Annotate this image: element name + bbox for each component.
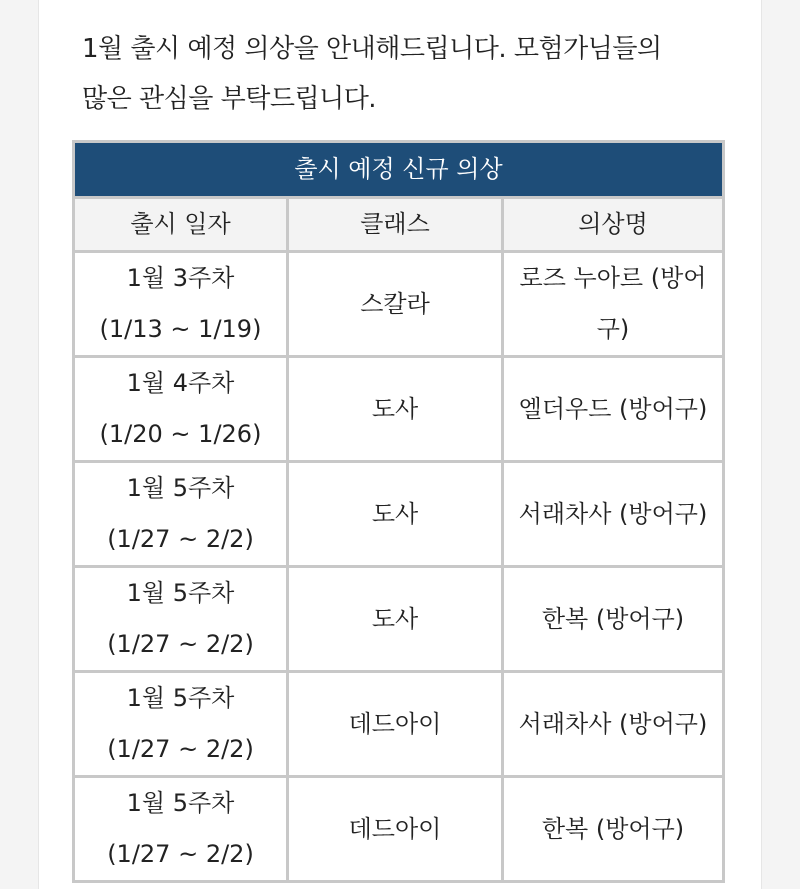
class-cell: 데드아이 — [288, 672, 503, 777]
table-title-row — [74, 142, 724, 198]
table-header-row — [74, 198, 724, 252]
release-range: (1/13 ~ 1/19) — [99, 315, 262, 343]
costume-name-cell: 한복 (방어구) — [503, 567, 724, 672]
costume-name-cell: 한복 (방어구) — [503, 777, 724, 882]
release-date-cell — [74, 357, 288, 462]
release-range: (1/27 ~ 2/2) — [107, 525, 254, 553]
intro-line-2: 많은 관심을 부탁드립니다. — [82, 84, 377, 114]
release-range: (1/27 ~ 2/2) — [107, 630, 254, 658]
costume-name-cell: 로즈 누아르 (방어구) — [503, 252, 724, 357]
class-cell: 스칼라 — [288, 252, 503, 357]
costume-release-table — [72, 140, 725, 883]
header-release-date: 출시 일자 — [74, 198, 288, 252]
release-week: 1월 5주차 — [126, 474, 235, 502]
class-cell: 도사 — [288, 567, 503, 672]
header-class: 클래스 — [288, 198, 503, 252]
table-title: 출시 예정 신규 의상 — [74, 142, 724, 198]
release-date-cell — [74, 252, 288, 357]
release-week: 1월 5주차 — [126, 789, 235, 817]
release-range: (1/27 ~ 2/2) — [107, 840, 254, 868]
class-cell: 도사 — [288, 357, 503, 462]
costume-name-cell: 엘더우드 (방어구) — [503, 357, 724, 462]
table-row — [74, 777, 724, 882]
intro-line-1: 1월 출시 예정 의상을 안내해드립니다. 모험가님들의 — [82, 34, 662, 64]
release-range: (1/27 ~ 2/2) — [107, 735, 254, 763]
table-row — [74, 672, 724, 777]
table-row — [74, 357, 724, 462]
release-week: 1월 5주차 — [126, 579, 235, 607]
release-date-cell — [74, 462, 288, 567]
release-week: 1월 3주차 — [126, 264, 235, 292]
table-row — [74, 567, 724, 672]
release-date-cell — [74, 777, 288, 882]
class-cell: 데드아이 — [288, 777, 503, 882]
header-costume-name: 의상명 — [503, 198, 724, 252]
class-cell: 도사 — [288, 462, 503, 567]
table-row — [74, 462, 724, 567]
intro-paragraph — [82, 24, 732, 124]
costume-name-cell: 서래차사 (방어구) — [503, 462, 724, 567]
release-week: 1월 5주차 — [126, 684, 235, 712]
release-date-cell — [74, 672, 288, 777]
release-date-cell — [74, 567, 288, 672]
table-row — [74, 252, 724, 357]
costume-name-cell: 서래차사 (방어구) — [503, 672, 724, 777]
release-range: (1/20 ~ 1/26) — [99, 420, 262, 448]
release-week: 1월 4주차 — [126, 369, 235, 397]
